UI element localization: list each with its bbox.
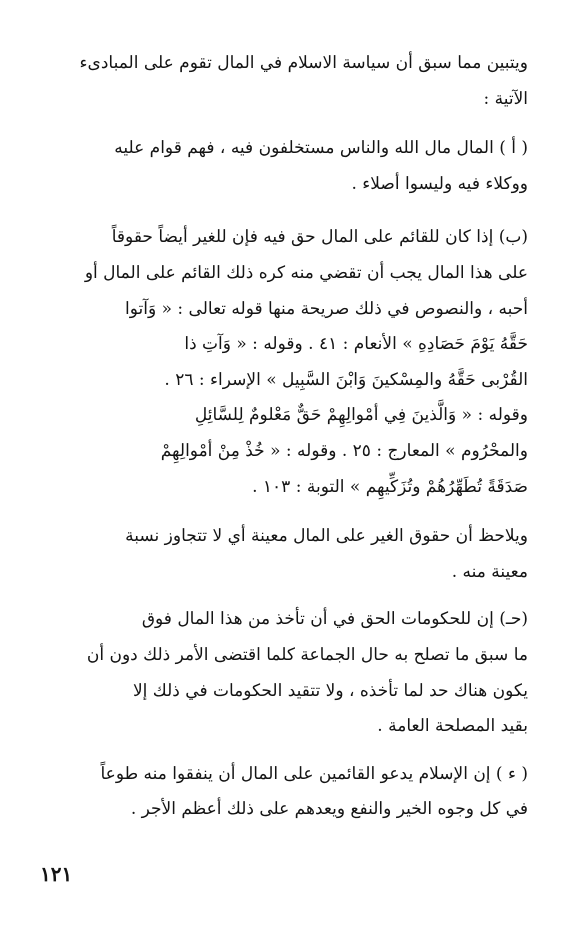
text-line: معينة منه .	[451, 561, 528, 582]
text-line: (حـ) إن للحكومات الحق في أن تأخذ من هذا المال فوق	[141, 609, 528, 630]
quran-verse-line: القُرْبى حَقَّهُ والمِسْكينَ وَابْنَ السَّبِيل » الإسراء : ٢٦ .	[164, 369, 528, 390]
text-line: ويتبين مما سبق أن سياسة الاسلام في المال تقوم على المبادىء	[79, 53, 528, 73]
page-number: ١٢١	[40, 862, 73, 886]
text-line: ووكلاء فيه وليسوا أصلاء .	[351, 173, 528, 194]
text-line: ويلاحظ أن حقوق الغير على المال معينة أي لا تتجاوز نسبة	[125, 526, 528, 547]
paragraph-principle-dal	[28, 757, 528, 828]
text-line: بقيد المصلحة العامة .	[377, 716, 528, 737]
text-line: ما سبق ما تصلح به حال الجماعة كلما اقتضى الأمر ذلك دون أن	[86, 644, 528, 665]
text-line: ( أ ) المال مال الله والناس مستخلفون فيه ، فهم قوام عليه	[114, 138, 528, 159]
text-line: الآتية :	[483, 88, 528, 109]
text-line: ( ء ) إن الإسلام يدعو القائمين على المال أن ينفقوا منه طوعاً	[100, 763, 528, 784]
paragraph-note	[28, 519, 528, 590]
quran-verse-line: حَقَّهُ يَوْمَ حَصَادِهِ » الأنعام : ٤١ . وقوله : « وَآتِ ذا	[184, 334, 528, 355]
text-line: على هذا المال يجب أن تقضي منه كره ذلك القائم على المال أو	[84, 262, 528, 283]
paragraph-intro	[28, 46, 528, 117]
text-line: أحبه ، والنصوص في ذلك صريحة منها قوله تعالى : « وَآتوا	[125, 298, 528, 319]
text-line: يكون هناك حد لما تأخذه ، ولا تتقيد الحكومات في ذلك إلا	[132, 680, 528, 701]
quran-verse-line: والمحْرُوم » المعارج : ٢٥ . وقوله : « خُذْ مِنْ أمْوالِهِمْ	[160, 440, 528, 461]
quran-verse-line: وقوله : « وَالَّذينَ فِي أمْوالِهِمْ حَقٌّ مَعْلومٌ لِلسَّائِلِ	[194, 405, 528, 426]
paragraph-principle-ba	[28, 220, 528, 505]
text-line: (ب) إذا كان للقائم على المال حق فيه فإن للغير أيضاً حقوقاً	[111, 227, 528, 248]
text-line: في كل وجوه الخير والنفع ويعدهم على ذلك أعظم الأجر .	[130, 799, 528, 820]
quran-verse-line: صَدَقَةً تُطَهِّرُهُمْ وتُزَكِّيهِم » التوبة : ١٠٣ .	[252, 476, 528, 497]
paragraph-principle-alef	[28, 131, 528, 202]
paragraph-principle-ha	[28, 602, 528, 744]
